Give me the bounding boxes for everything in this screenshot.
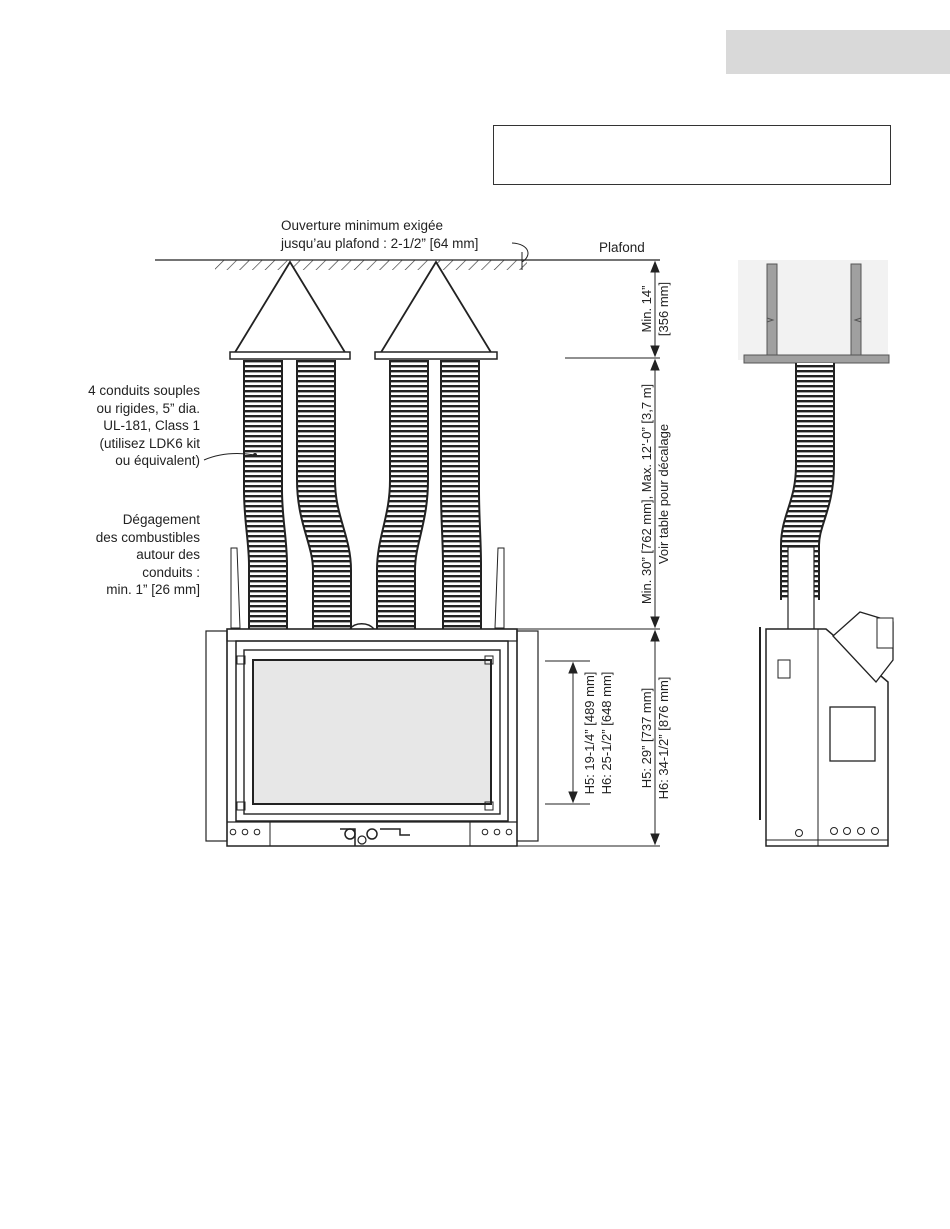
ducts-label-line5: ou équivalent) [115, 453, 200, 468]
opening-label-line2: jusqu’au plafond : 2-1/2” [64 mm] [281, 235, 479, 251]
opening-label-line1: Ouverture minimum exigée [281, 218, 444, 233]
min14-dimension-label [638, 282, 672, 336]
clearance-label [96, 511, 200, 599]
ducts-label-line4: (utilisez LDK6 kit [99, 435, 200, 451]
ducts-label-line2: ou rigides, 5” dia. [96, 400, 200, 416]
ceiling-label: Plafond [599, 240, 645, 255]
glass-line2: H6: 25-1/2” [648 mm] [599, 671, 614, 795]
run-line2: Voir table pour décalage [656, 423, 671, 565]
min14-line1: Min. 14” [639, 285, 654, 333]
run-line1: Min. 30” [762 mm], Max. 12’-0” [3,7 m] [639, 383, 654, 605]
flex-duct-1 [263, 360, 268, 629]
clearance-label-line1: Dégagement [122, 512, 200, 527]
clearance-label-line2: des combustibles [95, 529, 200, 545]
glass-height-dimension-label [581, 672, 615, 795]
clearance-label-line3: autour des [136, 547, 200, 562]
clearance-label-line4: conduits : [142, 564, 200, 580]
flex-duct-4 [460, 360, 462, 629]
termination-hood-left [230, 262, 350, 359]
clearance-label-line5: min. 1” [26 mm] [106, 582, 200, 597]
side-view [738, 260, 893, 846]
min14-line2: [356 mm] [656, 281, 671, 337]
termination-hood-right [375, 262, 497, 359]
ducts-label-line1: 4 conduits souples [88, 383, 200, 398]
glass-line1: H5: 19-1/4” [489 mm] [582, 671, 597, 795]
height-line1: H5: 29” [737 mm] [639, 687, 654, 789]
flex-duct-3 [396, 360, 409, 629]
fireplace-front [206, 624, 538, 846]
ducts-label [88, 382, 200, 470]
unit-height-dimension-label [638, 677, 672, 800]
height-line2: H6: 34-1/2” [876 mm] [656, 676, 671, 800]
run-dimension-label [638, 384, 672, 604]
flex-duct-2 [316, 360, 332, 629]
opening-label [281, 217, 478, 252]
ducts-label-line3: UL-181, Class 1 [103, 418, 200, 433]
